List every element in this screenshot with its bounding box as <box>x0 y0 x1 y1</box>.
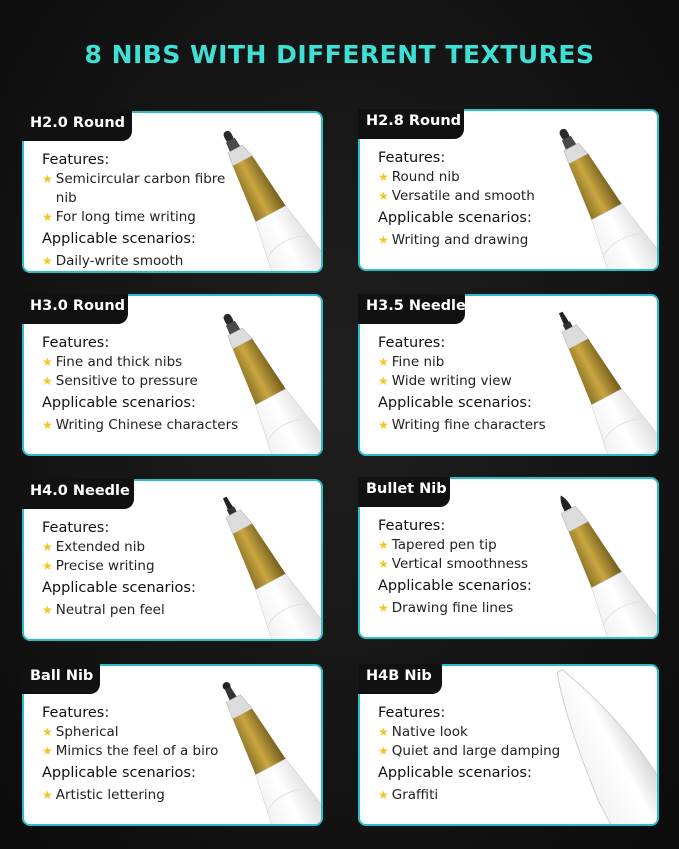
star-icon: ★ <box>42 210 53 224</box>
star-icon: ★ <box>42 418 53 432</box>
nib-card-title: Bullet Nib <box>358 477 450 507</box>
nib-card-text <box>42 704 242 805</box>
features-heading: Features: <box>42 705 110 721</box>
feature-item: ★ Tapered pen tip <box>378 537 497 553</box>
star-icon: ★ <box>42 603 53 617</box>
star-icon: ★ <box>378 170 389 184</box>
nib-card-text <box>378 149 578 250</box>
feature-item: ★ Native look <box>378 724 468 740</box>
scenario-item: ★ Daily-write smooth <box>42 253 184 269</box>
scenarios-heading: Applicable scenarios: <box>378 578 532 594</box>
nib-card <box>358 294 659 456</box>
feature-item: ★ Extended nib <box>42 539 146 555</box>
nib-card <box>22 479 323 641</box>
nib-card-text <box>42 519 242 620</box>
star-icon: ★ <box>42 254 53 268</box>
scenario-item: ★ Graffiti <box>378 787 439 803</box>
feature-item: ★ Semicircular carbon fibre nib <box>42 171 226 206</box>
nib-card <box>358 109 659 271</box>
nib-card <box>358 477 659 639</box>
nib-card <box>22 294 323 456</box>
feature-item: ★ Quiet and large damping <box>378 743 561 759</box>
scenarios-heading: Applicable scenarios: <box>378 395 532 411</box>
star-icon: ★ <box>42 355 53 369</box>
feature-item: ★ Fine nib <box>378 354 445 370</box>
feature-item: ★ For long time writing <box>42 209 196 225</box>
star-icon: ★ <box>378 557 389 571</box>
nib-card-title: H3.0 Round <box>22 294 128 324</box>
nib-card-title: H3.5 Needle <box>358 294 465 324</box>
feature-item: ★ Versatile and smooth <box>378 188 535 204</box>
star-icon: ★ <box>42 559 53 573</box>
feature-item: ★ Precise writing <box>42 558 155 574</box>
star-icon: ★ <box>42 172 53 186</box>
features-heading: Features: <box>42 520 110 536</box>
features-heading: Features: <box>378 518 446 534</box>
nib-card-text <box>378 704 578 805</box>
nib-card-text <box>42 151 242 271</box>
nib-card-text <box>378 517 578 618</box>
page-title: 8 NIBS WITH DIFFERENT TEXTURES <box>84 40 595 69</box>
feature-item: ★ Sensitive to pressure <box>42 373 198 389</box>
star-icon: ★ <box>378 374 389 388</box>
scenario-item: ★ Writing and drawing <box>378 232 529 248</box>
feature-item: ★ Fine and thick nibs <box>42 354 183 370</box>
star-icon: ★ <box>42 744 53 758</box>
star-icon: ★ <box>378 725 389 739</box>
scenarios-heading: Applicable scenarios: <box>42 580 196 596</box>
star-icon: ★ <box>378 788 389 802</box>
nib-card-title: Ball Nib <box>22 664 100 694</box>
star-icon: ★ <box>378 538 389 552</box>
nib-card-text <box>378 334 578 435</box>
features-heading: Features: <box>378 150 446 166</box>
scenarios-heading: Applicable scenarios: <box>42 395 196 411</box>
nib-card <box>22 111 323 273</box>
features-heading: Features: <box>378 335 446 351</box>
feature-item: ★ Wide writing view <box>378 373 512 389</box>
features-heading: Features: <box>42 335 110 351</box>
star-icon: ★ <box>378 418 389 432</box>
scenarios-heading: Applicable scenarios: <box>378 765 532 781</box>
scenarios-heading: Applicable scenarios: <box>378 210 532 226</box>
feature-item: ★ Vertical smoothness <box>378 556 529 572</box>
feature-item: ★ Mimics the feel of a biro <box>42 743 219 759</box>
star-icon: ★ <box>42 540 53 554</box>
nib-card-title: H4B Nib <box>358 664 442 694</box>
star-icon: ★ <box>378 601 389 615</box>
nib-card-title: H2.0 Round <box>22 111 132 141</box>
scenario-item: ★ Drawing fine lines <box>378 600 514 616</box>
nib-card <box>22 664 323 826</box>
scenarios-heading: Applicable scenarios: <box>42 231 196 247</box>
star-icon: ★ <box>378 355 389 369</box>
star-icon: ★ <box>378 744 389 758</box>
scenario-item: ★ Writing Chinese characters <box>42 417 239 433</box>
nib-card-title: H4.0 Needle <box>22 479 134 509</box>
nib-card <box>358 664 659 826</box>
star-icon: ★ <box>42 374 53 388</box>
scenario-item: ★ Neutral pen feel <box>42 602 165 618</box>
star-icon: ★ <box>42 725 53 739</box>
star-icon: ★ <box>42 788 53 802</box>
features-heading: Features: <box>378 705 446 721</box>
scenario-item: ★ Writing fine characters <box>378 417 546 433</box>
feature-item: ★ Spherical <box>42 724 119 740</box>
nib-card-text <box>42 334 242 435</box>
star-icon: ★ <box>378 189 389 203</box>
feature-item: ★ Round nib <box>378 169 460 185</box>
features-heading: Features: <box>42 152 110 168</box>
nib-card-title: H2.8 Round <box>358 109 464 139</box>
scenario-item: ★ Artistic lettering <box>42 787 165 803</box>
star-icon: ★ <box>378 233 389 247</box>
scenarios-heading: Applicable scenarios: <box>42 765 196 781</box>
